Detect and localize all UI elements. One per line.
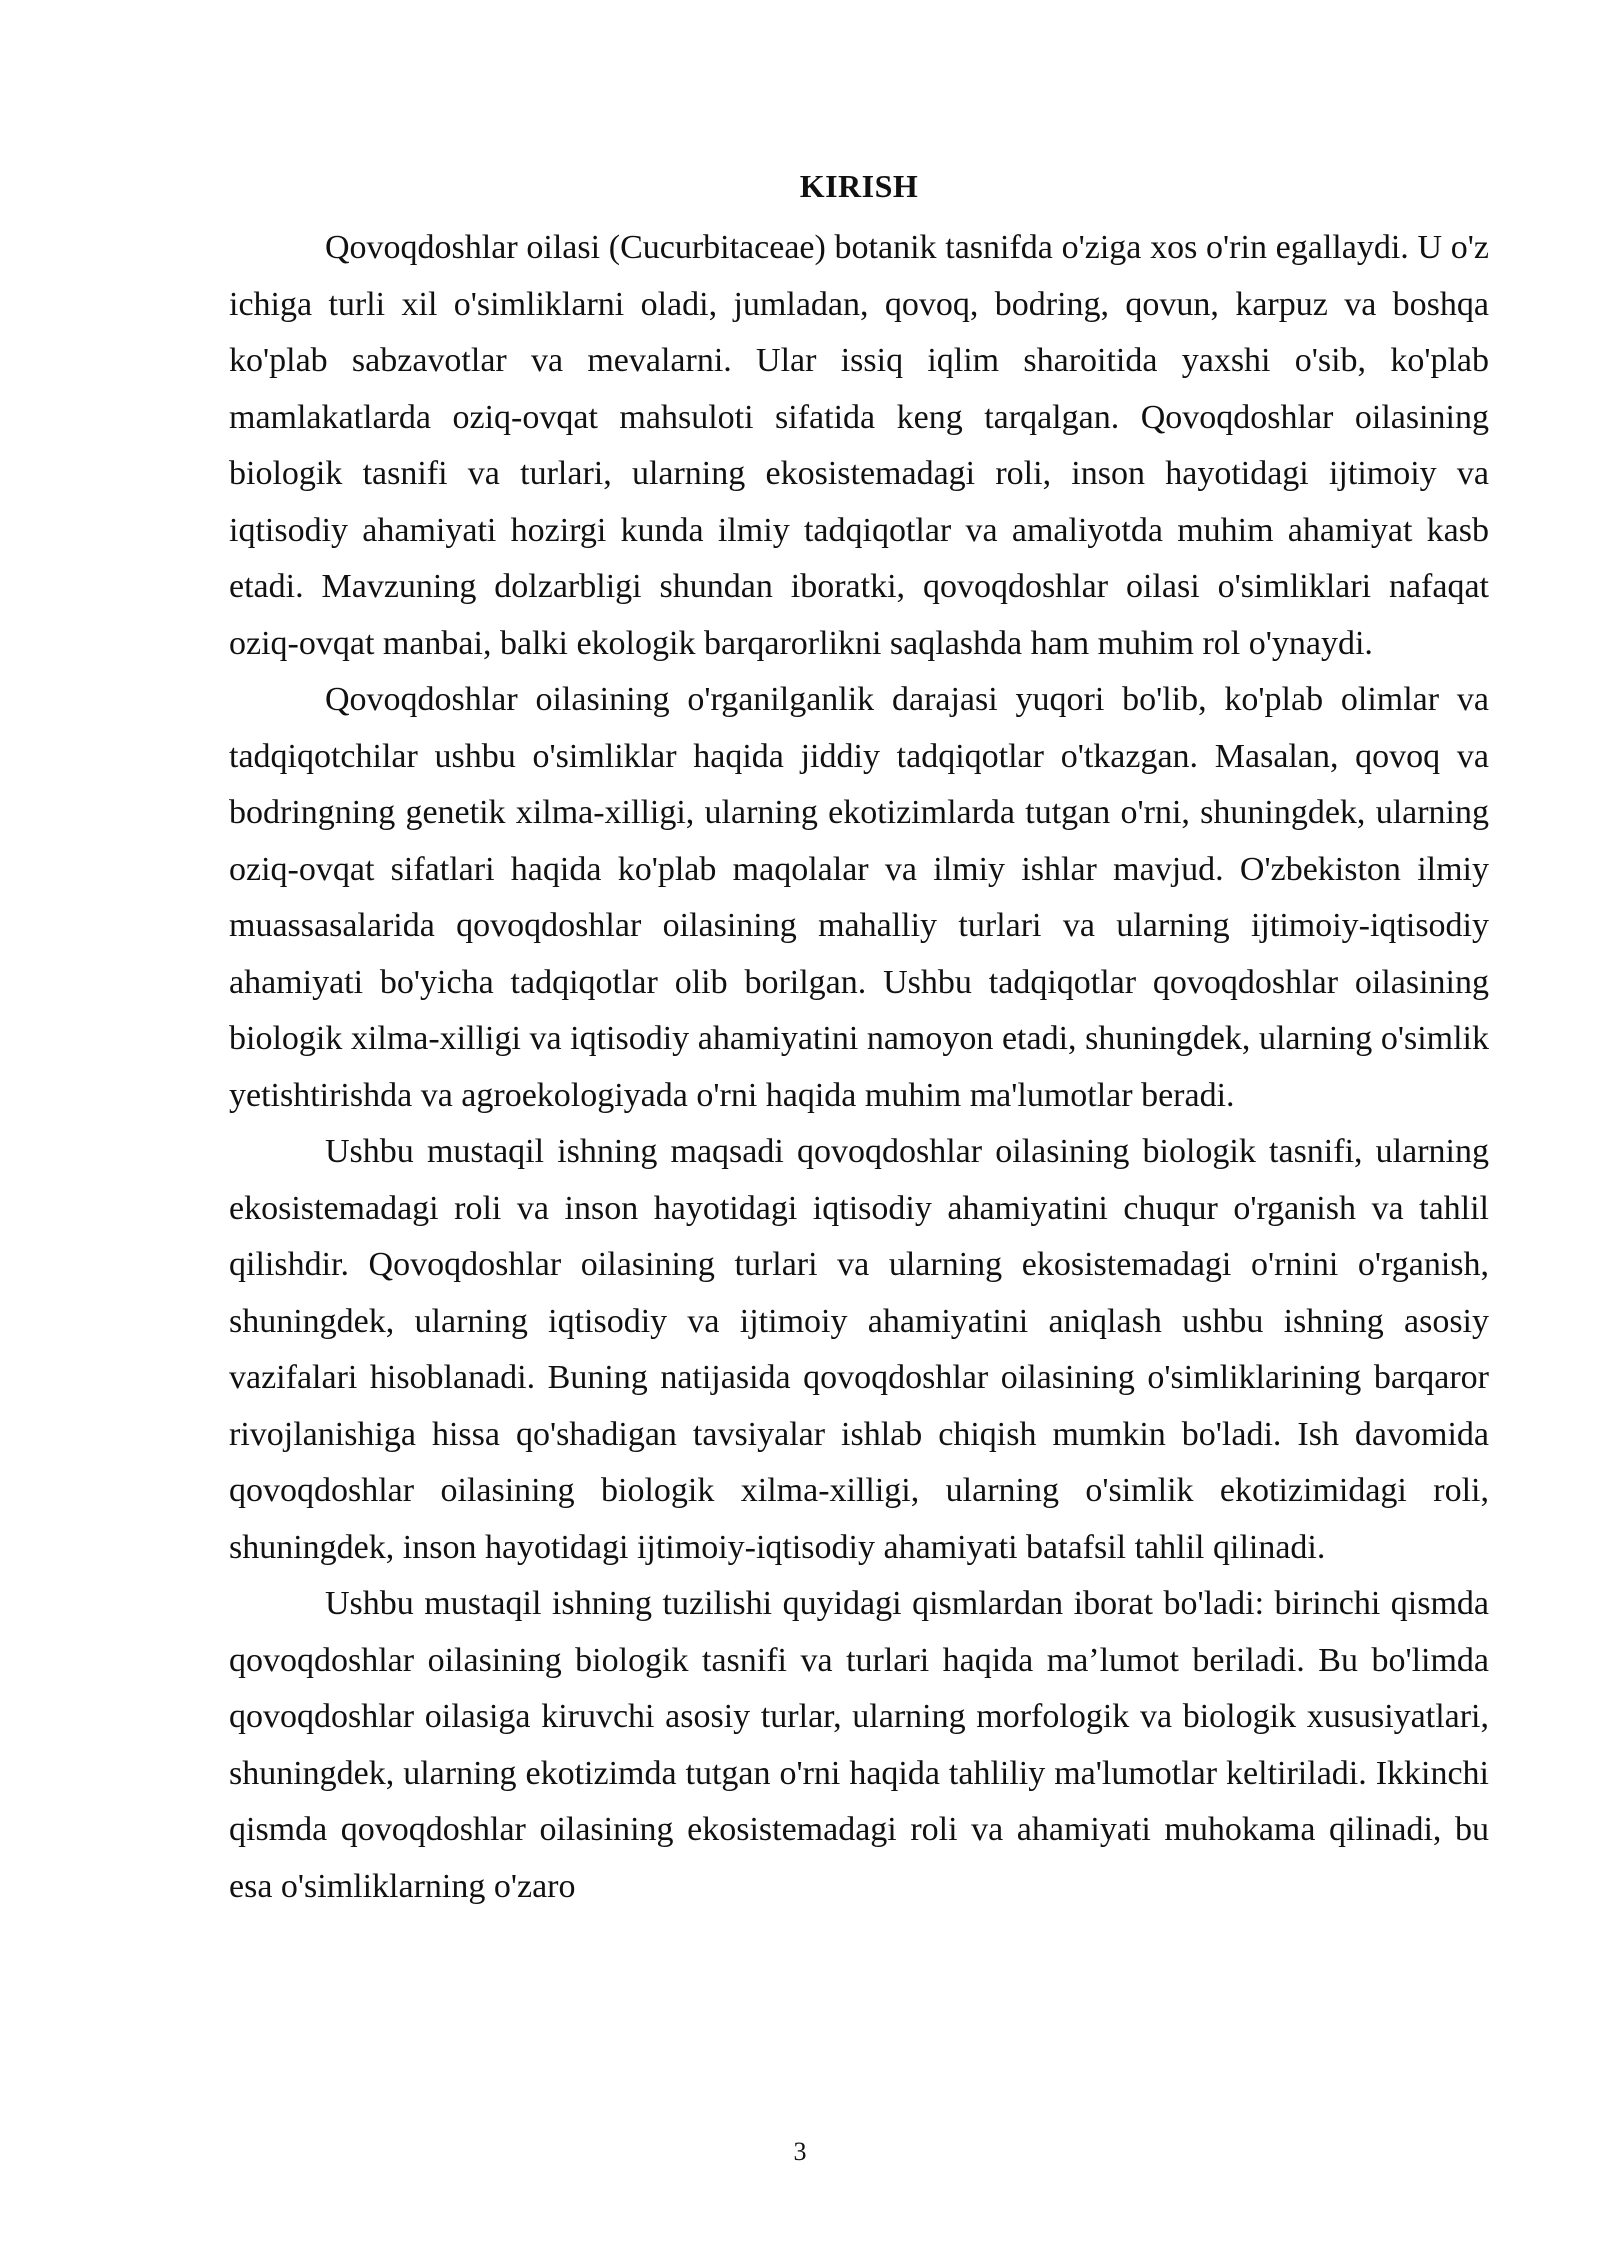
paragraph-relevance: Qovoqdoshlar oilasi (Cucurbitaceae) botanik tasnifda o'ziga xos o'rin egallaydi. U o'z ichiga turli xil o'simliklarni oladi, jumladan, qovoq, bodring, qovun, karpuz va boshqa ko'plab sabzavotlar va mevalarni. Ular issiq iqlim sharoitida yaxshi o'sib, ko'plab mamlakatlarda oziq-ovqat mahsuloti sifatida keng tarqalgan. Qovoqdoshlar oilasining biologik tasnifi va turlari, ularning ekosistemadagi roli, inson hayotidagi ijtimoiy va iqtisodiy ahamiyati hozirgi kunda ilmiy tadqiqotlar va amaliyotda muhim ahamiyat kasb etadi. Mavzuning dolzarbligi shundan iboratki, qovoqdoshlar oilasi o'simliklari nafaqat oziq-ovqat manbai, balki ekologik barqarorlikni saqlashda ham muhim rol o'ynaydi. — [229, 229, 1489, 662]
page-number: 3 — [793, 2137, 807, 2166]
section-title: KIRISH — [799, 168, 919, 204]
paragraph-structure: Ushbu mustaqil ishning tuzilishi quyidagi qismlardan iborat bo'ladi: birinchi qismda qovoqdoshlar oilasining biologik tasnifi va turlari haqida ma’lumot beriladi. Bu bo'limda qovoqdoshlar oilasiga kiruvchi asosiy turlar, ularning morfologik va biologik xususiyatlari, shuningdek, ularning ekotizimda tutgan o'rni haqida tahliliy ma'lumotlar keltiriladi. Ikkinchi qismda qovoqdoshlar oilasining ekosistemadagi roli va ahamiyati muhokama qilinadi, bu esa o'simliklarning o'zaro — [229, 1585, 1489, 1905]
paragraph-purpose: Ushbu mustaqil ishning maqsadi qovoqdoshlar oilasining biologik tasnifi, ularning ekosistemadagi roli va inson hayotidagi iqtisodiy ahamiyatini chuqur o'rganish va tahlil qilishdir. Qovoqdoshlar oilasining turlari va ularning ekosistemadagi o'rnini o'rganish, shuningdek, ularning iqtisodiy va ijtimoiy ahamiyatini aniqlash ushbu ishning asosiy vazifalari hisoblanadi. Buning natijasida qovoqdoshlar oilasining o'simliklarining barqaror rivojlanishiga hissa qo'shadigan tavsiyalar ishlab chiqish mumkin bo'ladi. Ish davomida qovoqdoshlar oilasining biologik xilma-xilligi, ularning o'simlik ekotizimidagi roli, shuningdek, inson hayotidagi ijtimoiy-iqtisodiy ahamiyati batafsil tahlil qilinadi. — [229, 1133, 1489, 1566]
page-content — [229, 162, 1489, 1915]
paragraph-research-level: Qovoqdoshlar oilasining o'rganilganlik darajasi yuqori bo'lib, ko'plab olimlar va tadqiqotchilar ushbu o'simliklar haqida jiddiy tadqiqotlar o'tkazgan. Masalan, qovoq va bodringning genetik xilma-xilligi, ularning ekotizimlarda tutgan o'rni, shuningdek, ularning oziq-ovqat sifatlari haqida ko'plab maqolalar va ilmiy ishlar mavjud. O'zbekiston ilmiy muassasalarida qovoqdoshlar oilasining mahalliy turlari va ularning ijtimoiy-iqtisodiy ahamiyati bo'yicha tadqiqotlar olib borilgan. Ushbu tadqiqotlar qovoqdoshlar oilasining biologik xilma-xilligi va iqtisodiy ahamiyatini namoyon etadi, shuningdek, ularning o'simlik yetishtirishda va agroekologiyada o'rni haqida muhim ma'lumotlar beradi. — [229, 681, 1489, 1114]
